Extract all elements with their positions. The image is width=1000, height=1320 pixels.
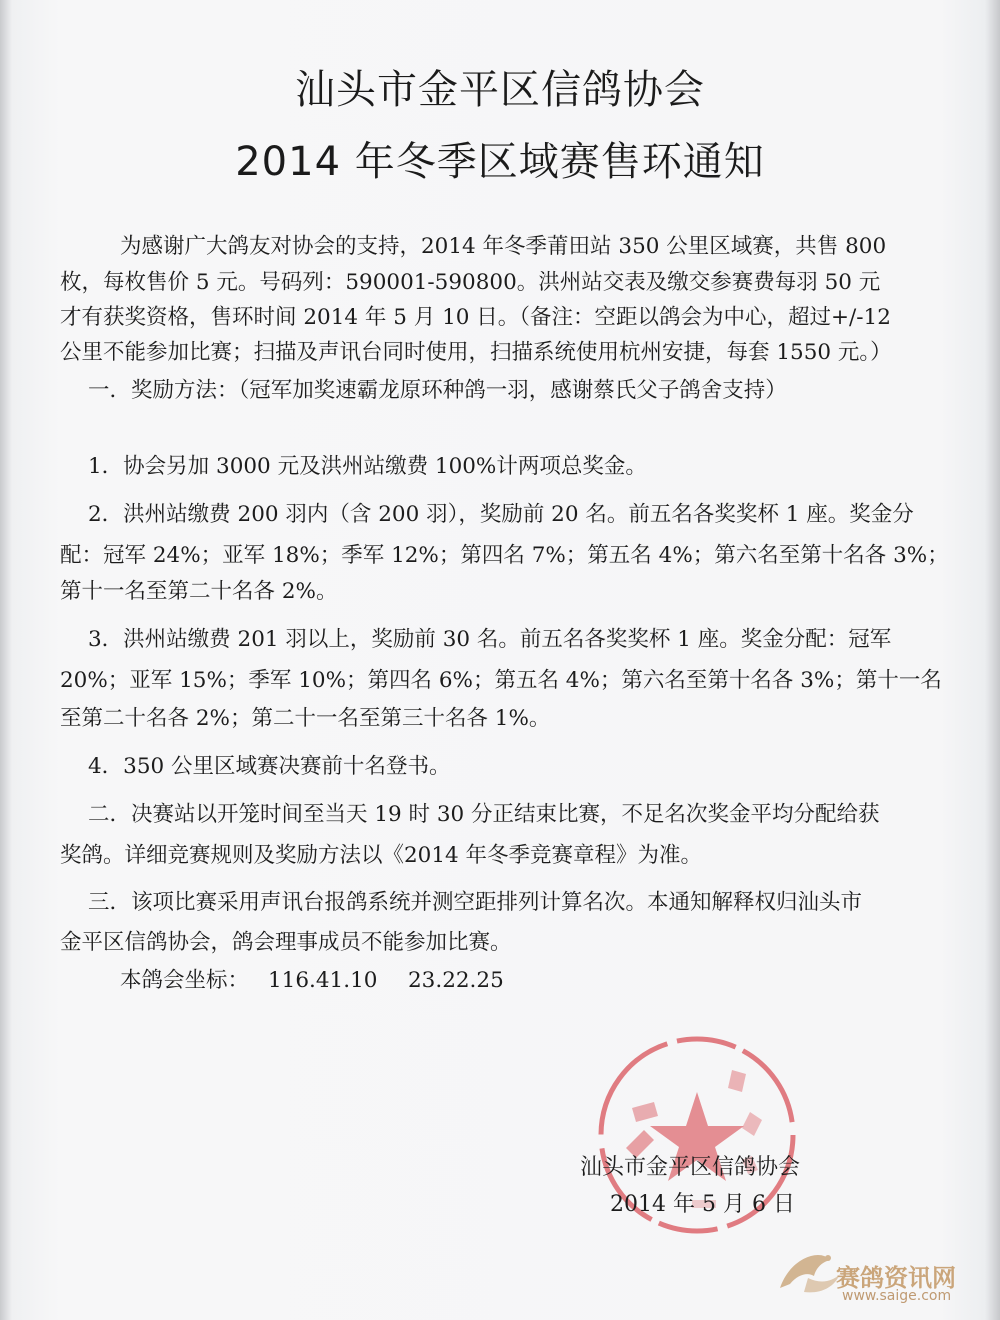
intro-line-3: 才有获奖资格，售环时间 2014 年 5 月 10 日。（备注：空距以鸽会为中心，超过+/-12 xyxy=(60,305,891,330)
reward-item-3-line-1: 3．洪州站缴费 201 羽以上，奖励前 30 名。前五名各奖奖杯 1 座。奖金分配：冠军 xyxy=(88,627,892,652)
reward-item-2-line-1: 2．洪州站缴费 200 羽内（含 200 羽），奖励前 20 名。前五名各奖奖杯 1 座。奖金分 xyxy=(88,502,914,527)
section2-line-2: 奖鸽。详细竞赛规则及奖励方法以《2014 年冬季竞赛章程》为准。 xyxy=(60,843,703,868)
coordinates-latitude: 23.22.25 xyxy=(408,968,504,993)
section1-heading: 一．奖励方法：（冠军加奖速霸龙原环种鸽一羽，感谢蔡氏父子鸽舍支持） xyxy=(88,378,787,403)
watermark-url: www.saige.com xyxy=(842,1288,952,1304)
reward-item-3-line-2: 20%；亚军 15%；季军 10%；第四名 6%；第五名 4%；第六名至第十名各 3%；第十一名 xyxy=(60,668,942,693)
intro-line-2: 枚，每枚售价 5 元。号码列：590001-590800。洪州站交表及缴交参赛费每羽 50 元 xyxy=(60,270,881,295)
coordinates-label: 本鸽会坐标： xyxy=(120,968,250,993)
coordinates-longitude: 116.41.10 xyxy=(268,968,378,993)
section3-line-2: 金平区信鸽协会，鸽会理事成员不能参加比赛。 xyxy=(60,930,512,955)
watermark-site-name: 赛鸽资讯网 xyxy=(836,1264,956,1292)
document-title-line1: 汕头市金平区信鸽协会 xyxy=(295,67,705,113)
section3-line-1: 三．该项比赛采用声讯台报鸽系统并测空距排列计算名次。本通知解释权归汕头市 xyxy=(88,890,863,915)
reward-item-2-line-2: 配：冠军 24%；亚军 18%；季军 12%；第四名 7%；第五名 4%；第六名至第十名各 3%； xyxy=(60,543,949,568)
reward-item-3-line-3: 至第二十名各 2%；第二十一名至第三十名各 1%。 xyxy=(60,706,551,731)
reward-item-2-line-3: 第十一名至第二十名各 2%。 xyxy=(60,579,338,604)
signature-date: 2014 年 5 月 6 日 xyxy=(610,1192,795,1217)
section2-line-1: 二．决赛站以开笼时间至当天 19 时 30 分正结束比赛，不足名次奖金平均分配给获 xyxy=(88,802,880,827)
reward-item-4: 4．350 公里区域赛决赛前十名登书。 xyxy=(88,754,451,779)
reward-item-1: 1．协会另加 3000 元及洪州站缴费 100%计两项总奖金。 xyxy=(88,454,647,479)
intro-line-4: 公里不能参加比赛；扫描及声讯台同时使用，扫描系统使用杭州安捷，每套 1550 元。） xyxy=(60,340,892,365)
document-title-line2: 2014 年冬季区域赛售环通知 xyxy=(235,139,765,185)
intro-line-1: 为感谢广大鸽友对协会的支持，2014 年冬季莆田站 350 公里区域赛，共售 800 xyxy=(120,234,887,259)
signature-organization: 汕头市金平区信鸽协会 xyxy=(580,1155,801,1180)
